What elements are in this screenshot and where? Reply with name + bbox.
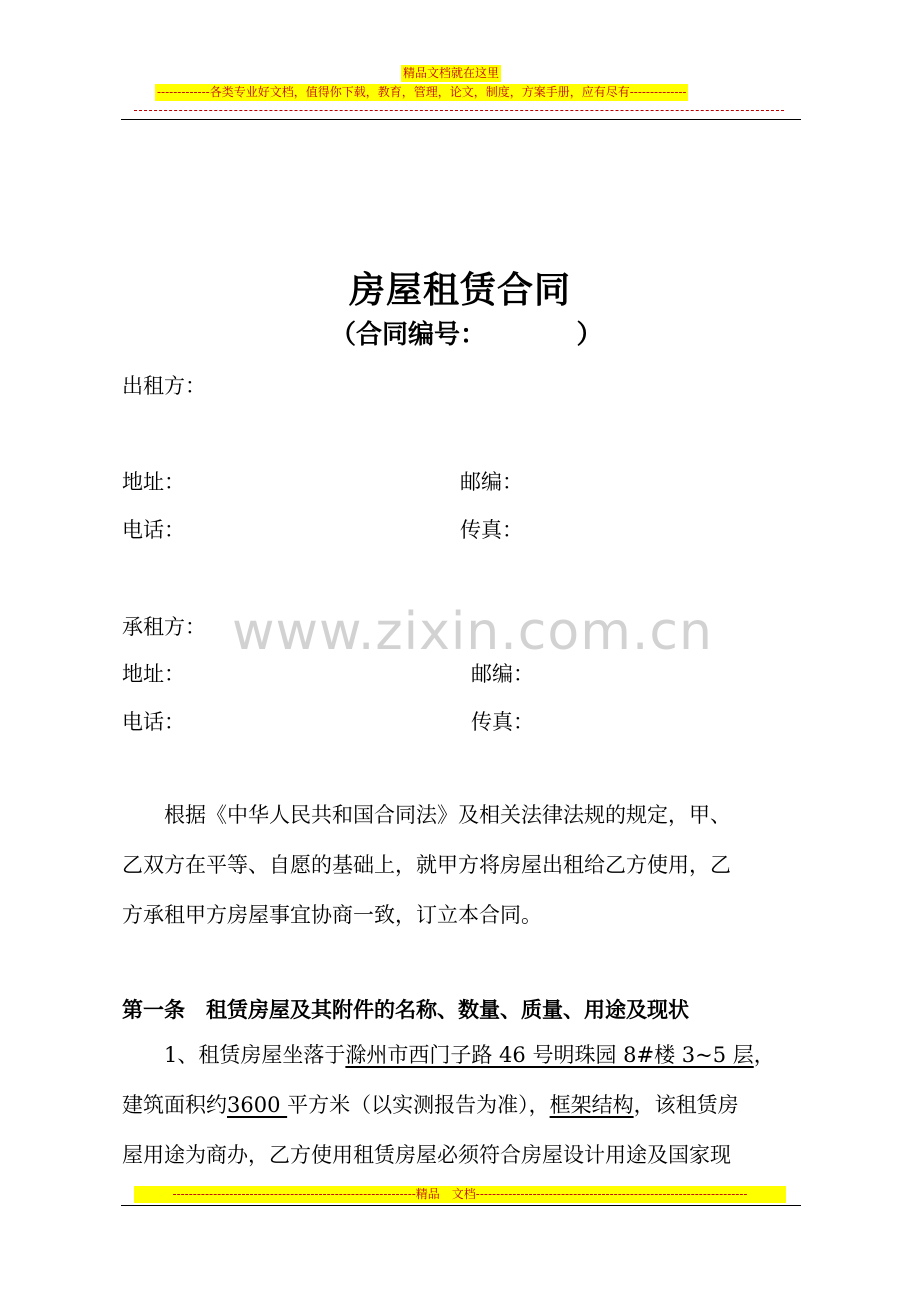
header-banner-title: 精品文档就在这里: [403, 66, 500, 80]
footer-rule: [121, 1205, 801, 1206]
preamble-line: 方承租甲方房屋事宜协商一致，订立本合同。: [122, 903, 542, 927]
lessee-address-label: 地址：: [122, 662, 185, 686]
footer-banner: ------------------------------------------------------------精品 文档-------------------------------------------------------------------: [134, 1186, 786, 1203]
article-1-line: [122, 1030, 775, 1080]
structure-type: 框架结构: [549, 1093, 634, 1117]
header-dashed-line: [134, 100, 784, 111]
preamble-line: 乙双方在平等、自愿的基础上，就甲方将房屋出租给乙方使用，乙: [122, 853, 731, 877]
header-rule: [121, 119, 801, 120]
area-intro: 建筑面积约: [122, 1093, 227, 1117]
area-suffix: ，该租赁房: [633, 1093, 739, 1117]
watermark: www.zixin.com.cn: [232, 602, 713, 662]
building-area: 3600: [227, 1093, 288, 1117]
document-title: 房屋租赁合同: [348, 269, 571, 311]
article-1-body: [122, 1030, 775, 1180]
lessor-address-label: 地址：: [122, 470, 185, 494]
location-intro: 1、租赁房屋坐落于: [122, 1043, 346, 1067]
article-1-line: [122, 1080, 775, 1130]
area-unit: 平方米（以实测报告为准），: [287, 1093, 550, 1117]
contract-number-line: （合同编号： ）: [330, 320, 603, 350]
lessor-phone-label: 电话：: [122, 518, 185, 542]
article-1-line: 屋用途为商办，乙方使用租赁房屋必须符合房屋设计用途及国家现: [122, 1143, 731, 1167]
lessee-postcode-label: 邮编：: [471, 662, 534, 686]
preamble-line: 根据《中华人民共和国合同法》及相关法律法规的规定，甲、: [122, 803, 731, 827]
property-location: 滁州市西门子路 46 号明珠园 8#楼 3~5 层: [345, 1043, 754, 1067]
lessee-label: 承租方：: [122, 615, 206, 639]
header-banner-tagline: -------------各类专业好文档，值得你下载，教育，管理，论文，制度，方案手册，应有尽有--------------: [157, 85, 687, 99]
lessor-postcode-label: 邮编：: [460, 470, 523, 494]
lessor-fax-label: 传真：: [460, 518, 523, 542]
punctuation: ，: [753, 1043, 775, 1067]
lessor-label: 出租方：: [122, 374, 206, 398]
preamble-paragraph: [122, 790, 731, 940]
lessee-phone-label: 电话：: [122, 710, 185, 734]
lessee-fax-label: 传真：: [471, 710, 534, 734]
article-1-heading: 第一条 租赁房屋及其附件的名称、数量、质量、用途及现状: [122, 997, 689, 1022]
